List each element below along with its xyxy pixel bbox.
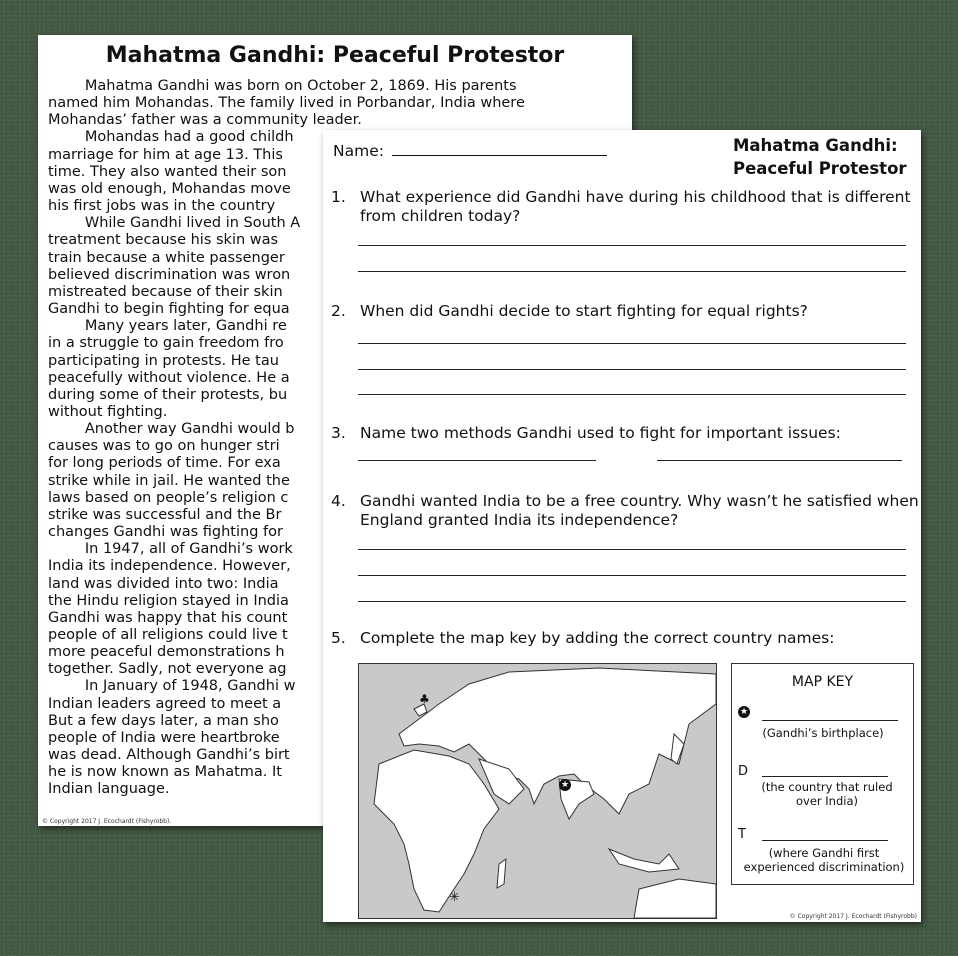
passage-line: But a few days later, a man sho: [48, 712, 279, 729]
question-text: Name two methods Gandhi used to fight for important issues:: [360, 424, 841, 442]
passage-line: strike was successful and the Br: [48, 506, 282, 523]
copyright: © Copyright 2017 J. Ecochardt (Fishyrobb): [789, 913, 917, 920]
passage-line: together. Sadly, not everyone ag: [48, 661, 287, 678]
passage-line: marriage for him at age 13. This: [48, 146, 283, 163]
map-key-title: MAP KEY: [791, 674, 854, 690]
passage-line: was dead. Although Gandhi’s birt: [48, 747, 290, 764]
name-field[interactable]: [333, 142, 607, 160]
passage-line: Indian leaders agreed to meet a: [48, 695, 282, 712]
question-number: 2.: [331, 302, 346, 320]
title-line-2: Peaceful Protestor: [733, 159, 907, 178]
passage-line: was old enough, Mohandas move: [48, 180, 291, 197]
question-text: Complete the map key by adding the correct country names:: [360, 629, 835, 647]
question-text: When did Gandhi decide to start fighting for equal rights?: [360, 302, 808, 320]
worksheet-page: [323, 130, 921, 922]
answer-line[interactable]: [358, 245, 906, 246]
clover-marker-icon: ♣: [419, 692, 430, 706]
passage-line: believed discrimination was wron: [48, 266, 291, 283]
passage-line: during some of their protests, bu: [48, 386, 288, 403]
passage-line: people of India were heartbroke: [48, 729, 280, 746]
australia-landmass: [634, 879, 716, 918]
passage-line: named him Mohandas. The family lived in Porbandar, India where: [48, 95, 525, 112]
answer-line[interactable]: [358, 549, 906, 550]
africa-landmass: [374, 750, 499, 912]
passage-line: India its independence. However,: [48, 558, 291, 575]
passage-line: his first jobs was in the country: [48, 198, 276, 215]
question-number: 4.: [331, 492, 346, 510]
passage-line: in a struggle to gain freedom fro: [48, 335, 284, 352]
star-marker-icon: ★: [560, 780, 570, 790]
passage-line: mistreated because of their skin: [48, 283, 283, 300]
passage-line: In January of 1948, Gandhi w: [48, 678, 296, 695]
title-line-1: Mahatma Gandhi:: [733, 136, 898, 155]
map-key: [731, 663, 914, 885]
worksheet-title: [733, 134, 907, 180]
key-blank-3[interactable]: [762, 840, 888, 841]
passage-line: Mohandas had a good childh: [48, 129, 294, 146]
passage-line: Mahatma Gandhi was born on October 2, 1869. His parents: [48, 78, 517, 94]
passage-line: treatment because his skin was: [48, 232, 279, 249]
answer-line[interactable]: [657, 460, 902, 461]
question-number: 1.: [331, 188, 346, 206]
passage-line: causes was to go on hunger stri: [48, 438, 280, 455]
passage-line: land was divided into two: India: [48, 575, 279, 592]
name-blank[interactable]: [392, 155, 607, 156]
passage-line: Indian language.: [48, 781, 170, 798]
passage-line: strike while in jail. He wanted the: [48, 472, 290, 489]
star-circle-icon: ★: [739, 707, 749, 717]
passage-line: Mohandas’ father was a community leader.: [48, 112, 362, 129]
passage-line: Another way Gandhi would b: [48, 421, 295, 438]
answer-line[interactable]: [358, 271, 906, 272]
answer-line[interactable]: [358, 601, 906, 602]
passage-line: without fighting.: [48, 403, 168, 420]
asterisk-marker-icon: ✳: [449, 890, 460, 905]
key-caption: (where Gandhi first experienced discrimination): [743, 846, 905, 874]
world-map: [358, 663, 717, 919]
passage-title: Mahatma Gandhi: Peaceful Protestor: [105, 43, 565, 68]
passage-line: Gandhi was happy that his count: [48, 609, 288, 626]
passage-line: participating in protests. He tau: [48, 352, 279, 369]
answer-line[interactable]: [358, 369, 906, 370]
question-number: 5.: [331, 629, 346, 647]
key-caption: (Gandhi’s birthplace): [762, 726, 884, 740]
answer-line[interactable]: [358, 460, 596, 461]
passage-line: train because a white passenger: [48, 249, 285, 266]
copyright: © Copyright 2017 J. Ecochardt (Fishyrobb).: [42, 818, 172, 825]
passage-line: In 1947, all of Gandhi’s work: [48, 541, 293, 558]
madagascar: [497, 859, 506, 888]
answer-line[interactable]: [358, 575, 906, 576]
key-symbol: T: [738, 827, 746, 842]
passage-line: changes Gandhi was fighting for: [48, 524, 283, 541]
passage-line: more peaceful demonstrations h: [48, 644, 285, 661]
passage-line: for long periods of time. For exa: [48, 455, 281, 472]
passage-line: laws based on people’s religion c: [48, 489, 289, 506]
passage-line: While Gandhi lived in South A: [48, 215, 301, 232]
indonesia-islands: [609, 849, 679, 872]
key-blank-2[interactable]: [762, 776, 888, 777]
question-text: Gandhi wanted India to be a free country. Why wasn’t he satisfied when England granted India its independence?: [360, 492, 919, 529]
passage-line: people of all religions could live t: [48, 627, 288, 643]
answer-line[interactable]: [358, 394, 906, 395]
name-label: Name:: [333, 142, 384, 160]
key-caption: (the country that ruled over India): [761, 780, 893, 808]
passage-line: he is now known as Mahatma. It: [48, 764, 282, 781]
passage-line: Many years later, Gandhi re: [48, 318, 287, 335]
key-symbol: D: [738, 764, 749, 779]
question-number: 3.: [331, 424, 346, 442]
passage-line: Gandhi to begin fighting for equa: [48, 301, 290, 318]
passage-line: peacefully without violence. He a: [48, 369, 290, 386]
answer-line[interactable]: [358, 343, 906, 344]
passage-line: time. They also wanted their son: [48, 163, 287, 180]
passage-line: the Hindu religion stayed in India: [48, 592, 289, 609]
question-text: What experience did Gandhi have during his childhood that is different from children today?: [360, 188, 911, 225]
key-blank-1[interactable]: [762, 720, 898, 721]
